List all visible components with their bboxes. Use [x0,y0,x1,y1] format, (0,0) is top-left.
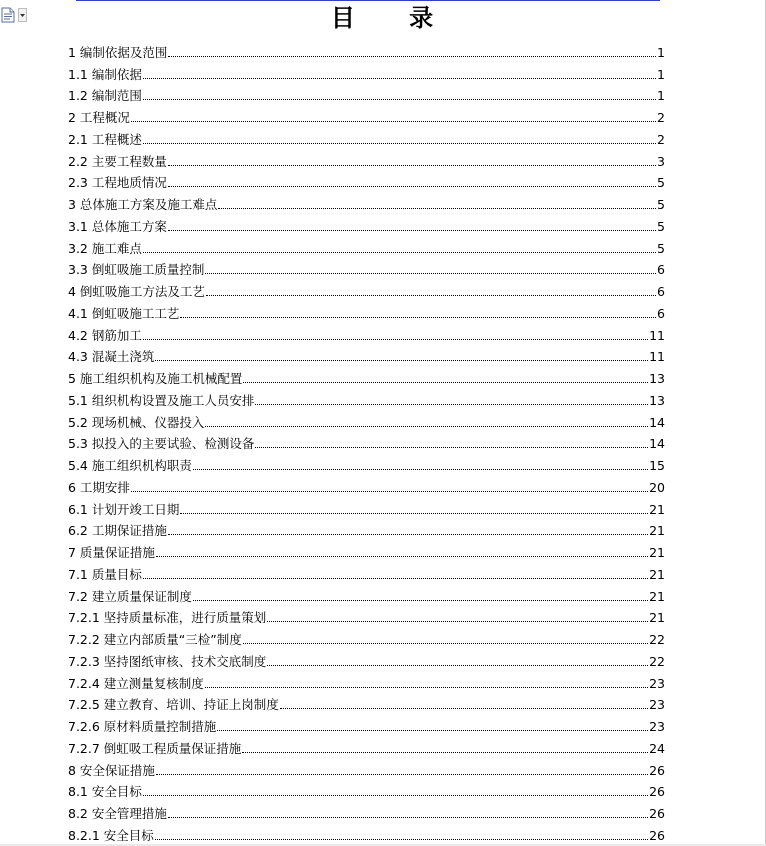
toc-entry-page-number: 14 [649,436,665,452]
toc-dot-leader [156,774,648,775]
toc-dot-leader [205,687,648,688]
toc-entry[interactable] [68,83,665,105]
toc-entry-page-number: 21 [649,523,665,539]
toc-entry-label: 8.2 安全管理措施 [68,806,167,821]
toc-entry[interactable] [68,583,665,605]
toc-entry-label: 3 总体施工方案及施工难点 [68,197,218,212]
toc-dot-leader [218,208,656,209]
toc-entry-page-number: 5 [657,218,665,234]
toc-entry-label: 6.1 计划开竣工日期 [68,501,180,517]
toc-entry[interactable] [68,148,665,170]
toc-entry[interactable] [68,344,665,366]
toc-entry-page-number: 2 [657,131,665,147]
toc-entry-label: 7.2 建立质量保证制度 [68,588,192,604]
toc-entry-label: 4.1 倒虹吸施工工艺 [68,305,180,321]
toc-entry-page-number: 21 [649,566,665,582]
toc-entry-label: 1.1 编制依据 [68,66,142,82]
toc-entry[interactable] [68,496,665,518]
toc-entry-page-number: 26 [649,806,665,821]
toc-dot-leader [143,578,648,579]
toc-dot-leader [217,730,648,731]
toc-entry[interactable] [68,757,665,779]
toc-dot-leader [156,556,648,557]
toc-entry-page-number: 3 [657,153,665,169]
toc-dot-leader [280,708,648,709]
toc-dot-leader [243,643,648,644]
toc-entry-label: 2.1 工程概述 [68,131,142,147]
toc-entry-label: 7.2.5 建立教育、培训、持证上岗制度 [68,697,279,713]
toc-entry-label: 1 编制依据及范围 [68,44,168,60]
toc-entry[interactable] [68,300,665,322]
toc-entry[interactable] [68,800,665,822]
toc-entry-label: 7.2.2 建立内部质量“三检”制度 [68,632,242,647]
toc-entry[interactable] [68,104,665,126]
toc-entry-page-number: 14 [649,414,665,430]
toc-dot-leader [193,469,648,470]
toc-entry[interactable] [68,278,665,300]
toc-entry[interactable] [68,387,665,409]
toc-entry-label: 2 工程概况 [68,110,130,125]
page-title: 目 录 [330,3,436,32]
toc-entry-page-number: 22 [649,653,665,669]
toc-entry-page-number: 15 [649,458,665,473]
toc-entry[interactable] [68,365,665,387]
toc-entry-label: 3.3 倒虹吸施工质量控制 [68,262,205,278]
toc-entry-page-number: 26 [649,827,665,843]
toc-dot-leader [267,621,648,622]
toc-entry-page-number: 11 [649,349,665,365]
toc-entry[interactable] [68,170,665,192]
toc-entry[interactable] [68,257,665,279]
toc-entry-label: 4 倒虹吸施工方法及工艺 [68,284,205,299]
toc-dot-leader [143,99,656,100]
toc-entry-label: 1.2 编制范围 [68,88,142,104]
toc-entry-page-number: 13 [649,392,665,408]
toc-entry-label: 7.2.4 建立测量复核制度 [68,675,204,691]
toc-dot-leader [193,600,648,601]
toc-entry[interactable] [68,235,665,257]
toc-entry[interactable] [68,213,665,235]
toc-entry[interactable] [68,39,665,61]
toc-entry[interactable] [68,409,665,431]
toc-entry-page-number: 21 [649,501,665,517]
toc-entry-label: 5.1 组织机构设置及施工人员安排 [68,392,255,408]
toc-entry[interactable] [68,670,665,692]
toc-entry[interactable] [68,605,665,627]
toc-entry-page-number: 21 [649,545,665,560]
toc-entry-page-number: 23 [649,697,665,713]
toc-entry-label: 5.2 现场机械、仪器投入 [68,414,205,430]
toc-dot-leader [168,165,656,166]
toc-dot-leader [168,230,656,231]
toc-entry[interactable] [68,735,665,757]
toc-entry-page-number: 23 [649,675,665,691]
toc-dot-leader [180,317,656,318]
toc-dot-leader [180,513,648,514]
toc-entry[interactable] [68,126,665,148]
toc-entry-label: 8.2.1 安全目标 [68,827,154,843]
toc-entry-page-number: 5 [657,175,665,191]
toc-entry-page-number: 26 [649,784,665,800]
toc-entry[interactable] [68,561,665,583]
toc-entry-page-number: 5 [657,197,665,212]
toc-entry-page-number: 21 [649,588,665,604]
toc-entry-page-number: 21 [649,610,665,626]
toc-entry-label: 7 质量保证措施 [68,545,155,560]
toc-entry[interactable] [68,648,665,670]
toc-entry-page-number: 6 [657,284,665,299]
toc-dot-leader [168,817,648,818]
toc-entry-label: 5 施工组织机构及施工机械配置 [68,371,243,386]
toc-entry[interactable] [68,61,665,83]
toc-entry[interactable] [68,452,665,474]
toc-entry-label: 7.2.1 坚持质量标准，进行质量策划 [68,610,267,626]
toc-entry-label: 2.2 主要工程数量 [68,153,167,169]
toc-dot-leader [131,121,656,122]
toc-entry-page-number: 13 [649,371,665,386]
toc-entry-label: 6 工期安排 [68,479,130,495]
toc-entry-page-number: 1 [657,44,665,60]
toc-dot-leader [206,295,656,296]
toc-entry-page-number: 1 [657,66,665,82]
toc-dot-leader [143,339,648,340]
toc-entry-label: 3.1 总体施工方案 [68,218,167,234]
toc-entry-label: 3.2 施工难点 [68,240,142,256]
table-of-contents [68,39,665,844]
toc-dot-leader [143,795,648,796]
toc-dot-leader [255,447,648,448]
toc-dot-leader [155,360,648,361]
toc-entry-page-number: 5 [657,240,665,256]
toc-dot-leader [205,273,656,274]
toc-dot-leader [131,491,648,492]
toc-entry-label: 7.2.6 原材料质量控制措施 [68,719,217,734]
toc-dot-leader [267,665,648,666]
toc-dot-leader [168,534,648,535]
toc-entry[interactable] [68,518,665,540]
toc-entry-page-number: 1 [657,88,665,104]
toc-entry-page-number: 23 [649,719,665,734]
toc-dot-leader [168,186,656,187]
toc-entry-label: 6.2 工期保证措施 [68,523,167,539]
toc-entry-label: 4.3 混凝土浇筑 [68,349,155,365]
toc-dot-leader [205,426,648,427]
toc-entry-label: 7.1 质量目标 [68,566,142,582]
toc-entry-page-number: 11 [649,327,665,343]
toc-entry-label: 7.2.3 坚持图纸审核、技术交底制度 [68,653,267,669]
toc-entry-label: 8.1 安全目标 [68,784,142,800]
toc-entry-label: 4.2 钢筋加工 [68,327,142,343]
toc-dot-leader [243,382,648,383]
toc-entry-page-number: 20 [649,479,665,495]
toc-dot-leader [143,143,656,144]
toc-entry-label: 2.3 工程地质情况 [68,175,167,191]
toc-dot-leader [155,839,648,840]
toc-entry[interactable] [68,322,665,344]
toc-dot-leader [143,252,656,253]
toc-dot-leader [242,752,648,753]
toc-dot-leader [255,404,648,405]
toc-entry-page-number: 26 [649,762,665,778]
page-top-border [76,0,660,1]
toc-entry-page-number: 22 [649,632,665,647]
toc-entry-page-number: 2 [657,110,665,125]
toc-entry[interactable] [68,539,665,561]
toc-dot-leader [168,56,656,57]
toc-entry-label: 8 安全保证措施 [68,762,155,778]
toc-entry[interactable] [68,713,665,735]
toc-entry-label: 7.2.7 倒虹吸工程质量保证措施 [68,740,242,756]
toc-entry-page-number: 6 [657,262,665,278]
toc-entry-label: 5.4 施工组织机构职责 [68,458,192,473]
toc-entry-label: 5.3 拟投入的主要试验、检测设备 [68,436,255,452]
toc-entry[interactable] [68,822,665,844]
toc-entry-page-number: 6 [657,305,665,321]
toc-dot-leader [143,78,656,79]
toc-entry[interactable] [68,779,665,801]
toc-entry[interactable] [68,191,665,213]
toc-entry[interactable] [68,692,665,714]
toc-entry[interactable] [68,431,665,453]
toc-entry[interactable] [68,474,665,496]
toc-entry-page-number: 24 [649,740,665,756]
toc-entry[interactable] [68,626,665,648]
